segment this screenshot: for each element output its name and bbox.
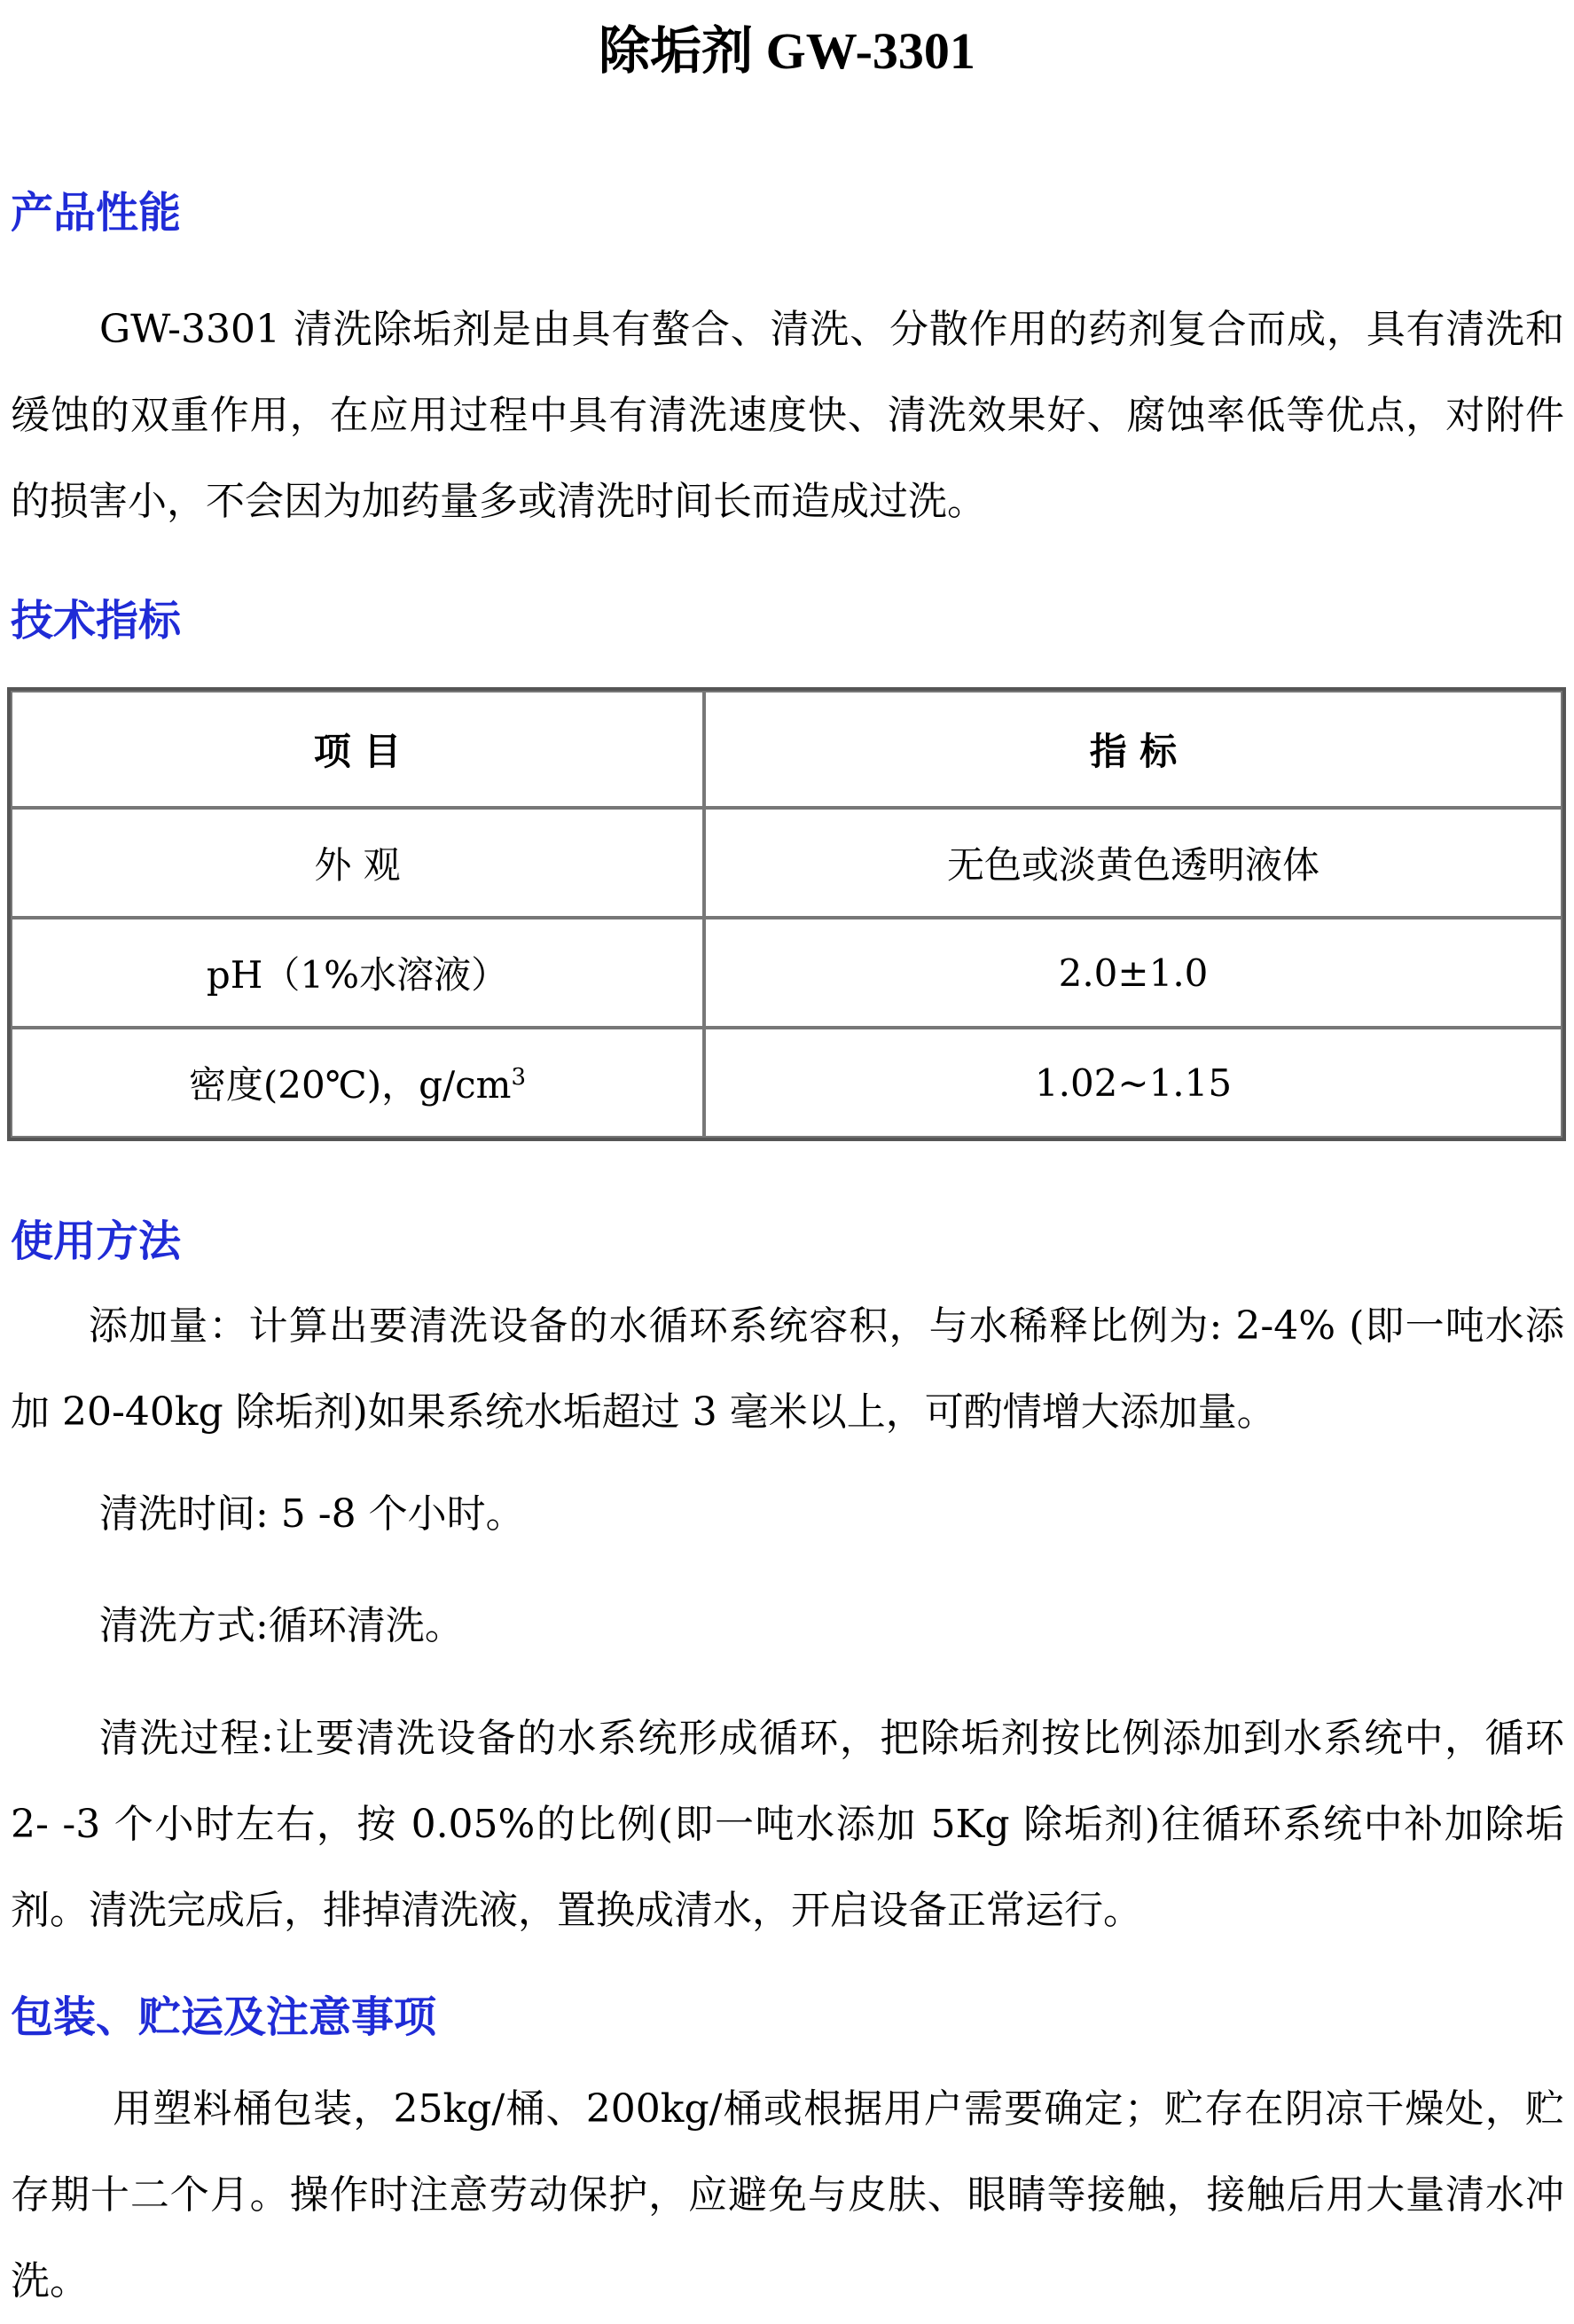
spec-cell-value: 无色或淡黄色透明液体 xyxy=(704,808,1562,918)
document-title: 除垢剂 GW-3301 xyxy=(599,22,975,80)
performance-paragraph xyxy=(11,286,1564,544)
usage-time-text: 清洗时间: 5 -8 个小时。 xyxy=(99,1491,525,1537)
table-row xyxy=(11,1028,1562,1138)
spec-cell-item xyxy=(11,1028,704,1138)
spec-header-value: 指 标 xyxy=(704,691,1562,808)
table-row xyxy=(11,808,1562,918)
density-label: 密度(20℃)，g/cm xyxy=(188,1063,512,1107)
spec-cell-value: 2.0±1.0 xyxy=(704,918,1562,1028)
spec-cell-value: 1.02~1.15 xyxy=(704,1028,1562,1138)
section-heading-performance: 产品性能 xyxy=(11,188,182,238)
section-heading-usage: 使用方法 xyxy=(11,1217,182,1266)
packaging-text: 用塑料桶包装，25kg/桶、200kg/桶或根据用户需要确定；贮存在阴凉干燥处，贮存期十二个月。操作时注意劳动保护，应避免与皮肤、眼睛等接触，接触后用大量清水冲洗。 xyxy=(11,2086,1564,2304)
performance-text: GW-3301 清洗除垢剂是由具有螯合、清洗、分散作用的药剂复合而成，具有清洗和缓蚀的双重作用，在应用过程中具有清洗速度快、清洗效果好、腐蚀率低等优点，对附件的损害小，不会因为加药量多或清洗时间长而造成过洗。 xyxy=(11,307,1564,524)
section-heading-packaging: 包装、贮运及注意事项 xyxy=(11,1992,437,2042)
spec-table-header-row xyxy=(11,691,1562,808)
spec-header-item: 项 目 xyxy=(11,691,704,808)
usage-process-text: 清洗过程:让要清洗设备的水系统形成循环，把除垢剂按比例添加到水系统中，循环 2- -3 个小时左右，按 0.05%的比例(即一吨水添加 5Kg 除垢剂)往循环系统中补加除垢剂。清洗完成后，排掉清洗液，置换成清水，开启设备正常运行。 xyxy=(11,1716,1564,1933)
spec-cell-item: 外 观 xyxy=(11,808,704,918)
spec-cell-item: pH（1%水溶液） xyxy=(11,918,704,1028)
usage-process-paragraph xyxy=(11,1695,1564,1953)
usage-dosage-paragraph xyxy=(11,1283,1564,1455)
usage-method-text: 清洗方式:循环清洗。 xyxy=(99,1603,464,1648)
spec-table xyxy=(7,687,1566,1141)
packaging-paragraph xyxy=(11,2066,1564,2324)
density-exponent: 3 xyxy=(511,1064,527,1091)
section-heading-spec: 技术指标 xyxy=(11,596,182,646)
usage-dosage-text: 添加量：计算出要清洗设备的水循环系统容积，与水稀释比例为: 2-4% (即一吨水添加 20-40kg 除垢剂)如果系统水垢超过 3 毫米以上，可酌情增大添加量。 xyxy=(11,1303,1564,1435)
table-row xyxy=(11,918,1562,1028)
